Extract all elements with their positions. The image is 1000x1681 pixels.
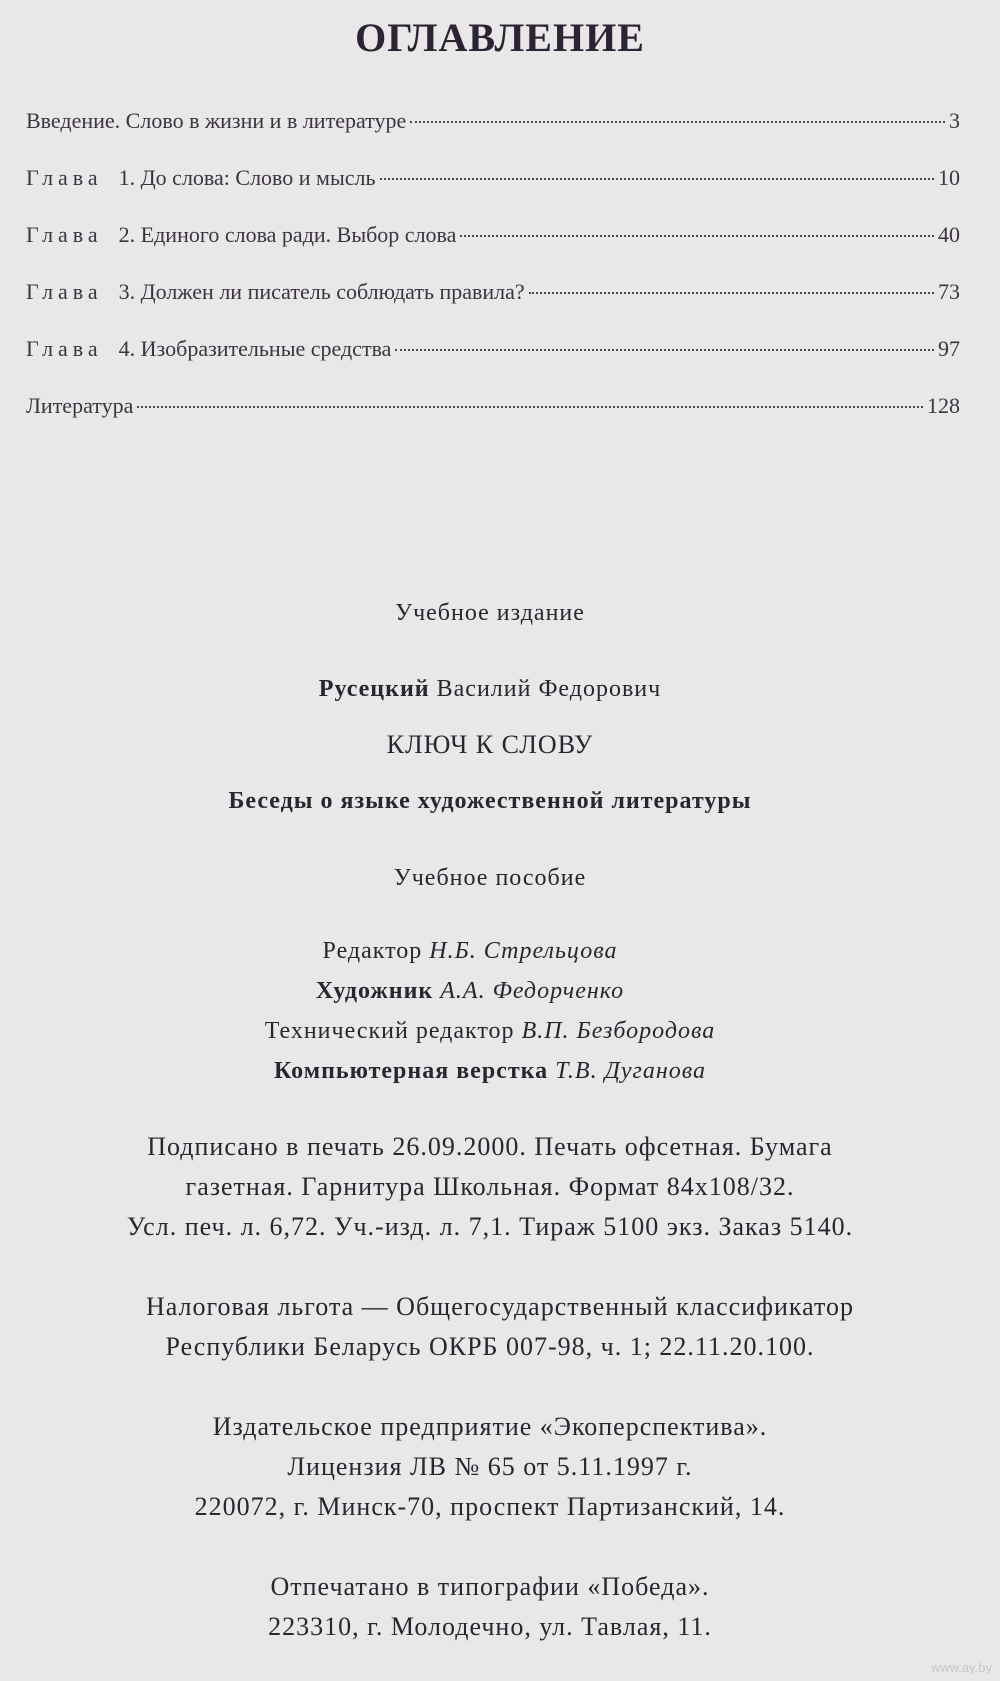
toc-label: Введение. Слово в жизни и в литературе [26,108,407,133]
toc-label: 2. Единого слова ради. Выбор слова [118,222,457,247]
toc-leader-dots [410,121,945,123]
toc-prefix: Глава [26,279,103,304]
credit-name: Н.Б. Стрельцова [429,938,618,964]
credit-line [0,1018,990,1045]
credit-name: В.П. Безбородова [521,1018,716,1044]
watermark: www.ay.by [930,1660,992,1675]
toc-prefix: Глава [26,222,103,247]
credit-name: Т.В. Дуганова [555,1058,707,1084]
toc-label: 3. Должен ли писатель соблюдать правила? [118,279,525,304]
toc-leader-dots [529,292,934,294]
book-title: КЛЮЧ К СЛОВУ [386,730,594,759]
toc-page-number: 3 [949,108,960,133]
author [0,676,990,703]
toc-page-number: 73 [938,279,960,304]
toc-page-number: 97 [938,336,960,361]
toc-leader-dots [395,349,934,351]
publisher-info-line: Лицензия ЛВ № 65 от 5.11.1997 г. [287,1452,693,1481]
toc-page-number: 10 [938,165,960,190]
printer-info-line: 223310, г. Молодечно, ул. Тавлая, 11. [268,1612,712,1641]
printer-info-line: Отпечатано в типографии «Победа». [270,1572,710,1601]
credit-name: А.А. Федорченко [440,978,625,1004]
publisher-info-line: 220072, г. Минск-70, проспект Партизанский, 14. [194,1492,786,1521]
credit-role: Технический редактор [264,1018,515,1044]
toc-leader-dots [460,235,934,237]
publisher-info-line: Издательское предприятие «Экоперспектива». [212,1412,768,1441]
toc-row [26,393,960,450]
print-info-line: Усл. печ. л. 6,72. Уч.-изд. л. 7,1. Тираж 5100 экз. Заказ 5140. [126,1212,854,1241]
credit-line [0,938,970,965]
toc-label: Литература [26,393,134,418]
book-subtitle: Беседы о языке художественной литературы [228,788,752,814]
credit-role: Компьютерная верстка [273,1058,549,1084]
credit-line [0,1058,990,1085]
author-name: Василий Федорович [436,676,662,702]
toc-row [26,165,960,222]
edition-type: Учебное издание [395,600,585,626]
toc-page-number: 40 [938,222,960,247]
toc-prefix: Глава [26,336,103,361]
tax-info-line: Республики Беларусь ОКРБ 007-98, ч. 1; 22.11.20.100. [165,1332,815,1361]
book-type: Учебное пособие [393,865,587,891]
toc-leader-dots [137,406,923,408]
toc-title: ОГЛАВЛЕНИЕ [355,15,645,60]
author-surname: Русецкий [318,676,430,702]
toc-row [26,222,960,279]
toc-label: 4. Изобразительные средства [118,336,392,361]
toc-row [26,108,960,165]
toc-label: 1. До слова: Слово и мысль [118,165,376,190]
tax-info-line: Налоговая льгота — Общегосударственный классификатор [145,1292,855,1321]
credit-role: Художник [315,978,434,1004]
toc-row [26,279,960,336]
print-info-line: газетная. Гарнитура Школьная. Формат 84x108/32. [185,1172,795,1201]
table-of-contents [26,108,960,450]
toc-prefix: Глава [26,165,103,190]
credit-line [0,978,970,1005]
toc-row [26,336,960,393]
toc-page-number: 128 [927,393,960,418]
credit-role: Редактор [322,938,423,964]
print-info-line: Подписано в печать 26.09.2000. Печать офсетная. Бумага [147,1132,833,1161]
toc-leader-dots [380,178,934,180]
